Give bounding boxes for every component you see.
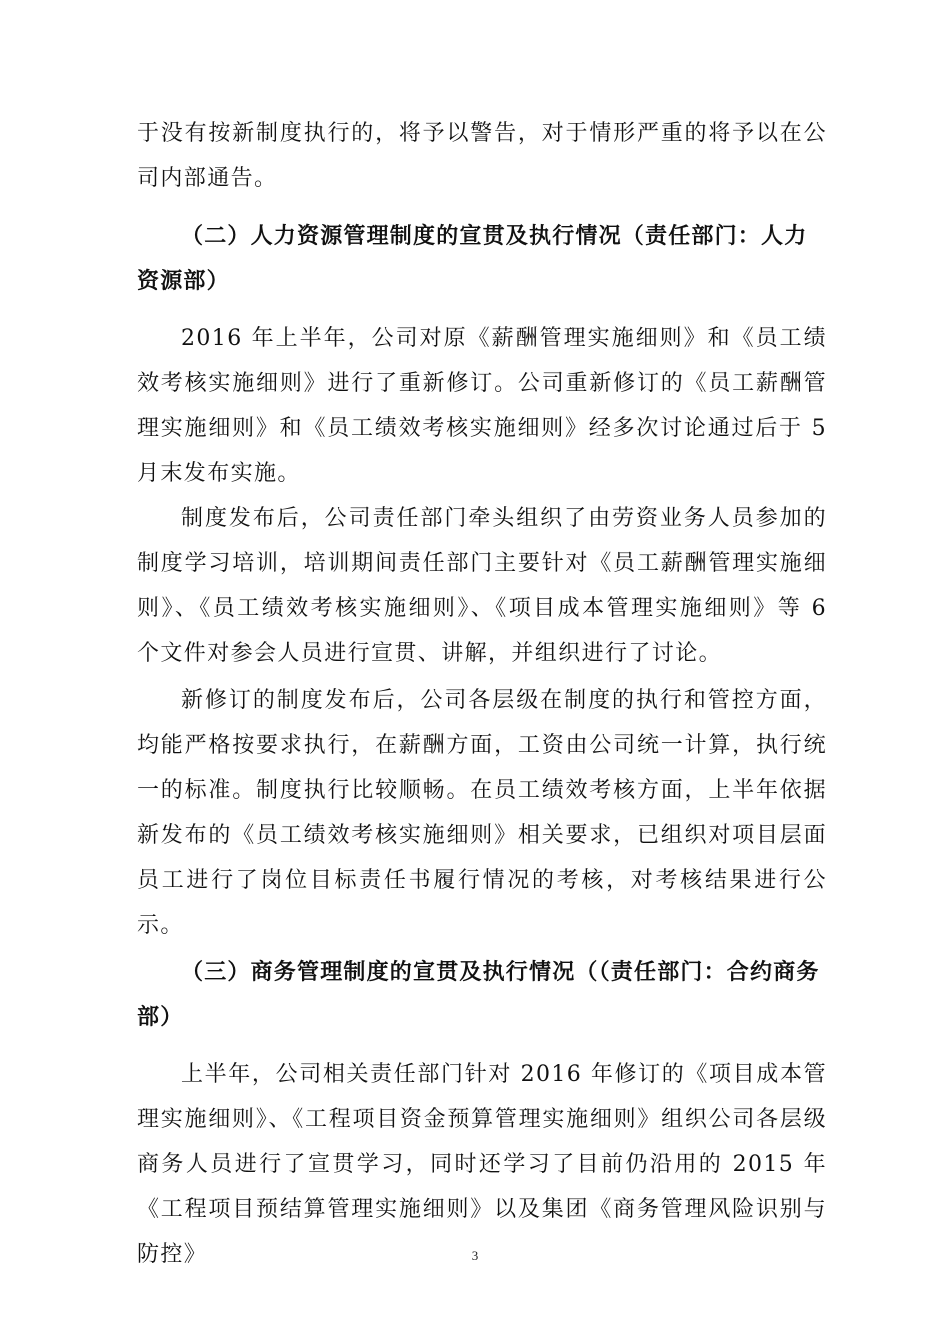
paragraph-text: 上半年，公司相关责任部门针对 2016 年修订的《项目成本管理实施细则》、《工程项目资金预算管理实施细则》组织公司各层级商务人员进行了宣贯学习，同时还学习了目前仍沿用的 2015 年《工程项目预结算管理实施细则》以及集团《商务管理风险识别与防控》 <box>137 1062 827 1267</box>
paragraph-text: 制度发布后，公司责任部门牵头组织了由劳资业务人员参加的制度学习培训，培训期间责任部门主要针对《员工薪酬管理实施细则》、《员工绩效考核实施细则》、《项目成本管理实施细则》等 6 个文件对参会人员进行宣贯、讲解，并组织进行了讨论。 <box>137 506 827 666</box>
paragraph-training <box>137 496 827 676</box>
paragraph-text: 新修订的制度发布后，公司各层级在制度的执行和管控方面，均能严格按要求执行，在薪酬方面，工资由公司统一计算，执行统一的标准。制度执行比较顺畅。在员工绩效考核方面，上半年依据新发布的《员工绩效考核实施细则》相关要求，已组织对项目层面员工进行了岗位目标责任书履行情况的考核，对考核结果进行公示。 <box>137 688 827 938</box>
paragraph-continuation <box>137 111 827 201</box>
section-heading: （三）商务管理制度的宣贯及执行情况（（责任部门：合约商务部） <box>137 960 820 1030</box>
section-heading-hr <box>137 214 827 304</box>
section-heading-commerce <box>137 950 827 1040</box>
paragraph-text: 于没有按新制度执行的，将予以警告，对于情形严重的将予以在公司内部通告。 <box>137 121 827 191</box>
paragraph-execution <box>137 678 827 948</box>
paragraph-revision <box>137 316 827 496</box>
paragraph-commerce <box>137 1052 827 1277</box>
paragraph-text: 2016 年上半年，公司对原《薪酬管理实施细则》和《员工绩效考核实施细则》进行了重新修订。公司重新修订的《员工薪酬管理实施细则》和《员工绩效考核实施细则》经多次讨论通过后于 5 月末发布实施。 <box>137 326 827 486</box>
section-heading: （二）人力资源管理制度的宣贯及执行情况（责任部门：人力资源部） <box>137 224 808 294</box>
page-number: 3 <box>471 1248 479 1263</box>
